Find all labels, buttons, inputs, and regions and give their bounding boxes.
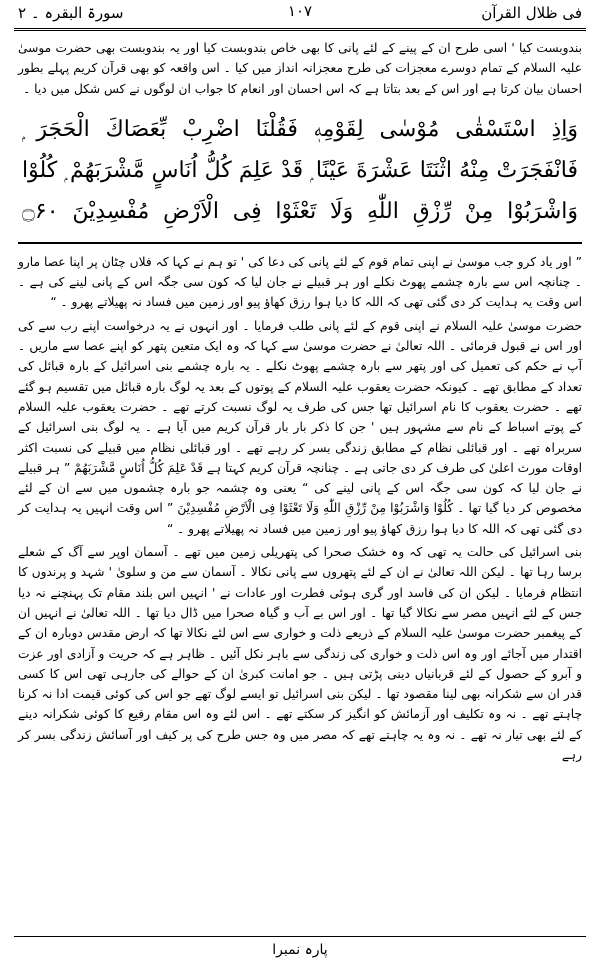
translation-paragraph: ” اور یاد کرو جب موسیٰ نے اپنی تمام قوم کے لئے پانی کی دعا کی ' تو ہم نے کہا کہ فلاں چٹان پر اپنا عصا مارو ۔ چنانچہ اس سے بارہ چشمے پھوٹ نکلے اور ہر قبیلے نے جان لیا کہ کون سی جگہ اس کے پانی لینے کی ہے ۔ اس وقت یہ ہدایت کر دی گئی تھی کہ اللہ کا دیا ہوا رزق کھاؤ پیو اور زمین میں فساد نہ پھیلاتے پھرو ۔ “ — [18, 254, 582, 310]
header-divider — [14, 28, 586, 31]
surah-name: سورۃ البقرہ ۔ ۲ — [18, 4, 124, 22]
page-header — [0, 0, 600, 30]
page-body — [18, 38, 582, 768]
footer-divider — [14, 936, 586, 937]
quran-verse-block — [18, 103, 582, 244]
intro-paragraph: بندوبست کیا ' اسی طرح ان کے پینے کے لئے پانی کا بھی خاص بندوبست کیا اور یہ بندوبست بھی حضرت موسیٰ علیہ السلام کے تمام دوسرے معجزات کی طرح معجزانہ انداز میں کیا ۔ اس واقعہ کو بھی قرآن کریم پہلے بطور احسان بیان کرتا ہے اور اس کے بعد بتاتا ہے کہ اس احسان اور انعام کا جواب ان لوگوں نے کس شکل میں دیا ۔ — [18, 41, 582, 96]
commentary-paragraph: حضرت موسیٰ علیہ السلام نے اپنی قوم کے لئے پانی طلب فرمایا ۔ اور انہوں نے یہ درخواست اپنے رب سے کی اور اس نے قبول فرمائی ۔ اللہ تعالیٰ نے حضرت موسیٰ سے کہا کہ وہ ایک متعین پتھر کو اپنے عصا سے ماریں ۔ آپ نے حکم کی تعمیل کی اور پتھر سے بارہ چشمے پھوٹ نکلے ۔ یہ بارہ چشمے بنی اسرائیل کے بارہ قبائل کی تعداد کے مطابق تھے ۔ کیونکہ حضرت یعقوب علیہ السلام کے پوتوں کے بعد یہ لوگ بارہ قبائل میں تقسیم ہو گئے تھے ۔ حضرت یعقوب کا نام اسرائیل تھا جس کی طرف یہ لوگ نسبت کرتے تھے ۔ حضرت یعقوب علیہ السلام کے پوتے اسباط کے نام سے مشہور ہیں ' جن کا ذکر بار بار قرآن کریم میں آیا ہے ۔ یہ لوگ بنی اسرائیل کے سربراہ تھے ۔ اور قبائلی نظام کے مطابق زندگی بسر کر رہے تھے ۔ اور قبائلی نظام میں قبیلے کی نسبت اکثر اوقات مورث اعلیٰ کی طرف کر دی جاتی ہے ۔ چنانچہ قرآن کریم کہتا ہے قَدْ عَلِمَ كُلُّ اُنَاسٍ مَّشْرَبَهُمْ ” ہر قبیلے نے جان لیا کہ کون سی جگہ اس کے پانی لینے کی “ یعنی وہ چشمہ جو بارہ چشموں میں سے ان کے لئے مخصوص کر دیا گیا تھا ۔ كُلُوْا وَاشْرَبُوْا مِنْ رِّزْقِ اللّٰهِ وَلَا تَعْثَوْا فِی الْاَرْضِ مُفْسِدِيْنَ ” اس وقت انہیں یہ ہدایت کر دی گئی تھی کہ اللہ کا دیا ہوا رزق کھاؤ پیو اور زمین میں فساد نہ پھیلاتے پھرو ۔ “ — [18, 318, 582, 536]
book-title: فی ظلال القرآن — [481, 4, 582, 22]
page-number: ۱۰۷ — [287, 2, 313, 20]
quran-verse: وَاِذِ اسْتَسْقٰی مُوْسٰی لِقَوْمِهٖ فَقُلْنَا اضْرِبْ بِّعَصَاكَ الْحَجَرَ ۭ فَانْفَجَرَتْ مِنْهُ اثْنَتَا عَشْرَةَ عَيْنًا ۭ قَدْ عَلِمَ كُلُّ اُنَاسٍ مَّشْرَبَهُمْ ۭ كُلُوْا وَاشْرَبُوْا مِنْ رِّزْقِ اللّٰهِ وَلَا تَعْثَوْا فِی الْاَرْضِ مُفْسِدِيْنَ ۝۶۰ — [22, 116, 578, 224]
commentary-paragraph: بنی اسرائیل کی حالت یہ تھی کہ وہ خشک صحرا کی پتھریلی زمین میں تھے ۔ آسمان اوپر سے آگ کے شعلے برسا رہا تھا ۔ لیکن اللہ تعالیٰ نے ان کے لئے پتھروں سے پانی نکالا ۔ آسمان سے من و سلویٰ ' شہد و پرندوں کا انتظام فرمایا ۔ لیکن ان کی فاسد اور گری ہوئی فطرت اور عادات نے ' انہیں اس بلند مقام تک پہنچنے نہ دیا جس کے لئے انہیں مصر سے نکالا گیا تھا ۔ اور اس بے آب و گیاہ صحرا میں ڈال دیا تھا ۔ اللہ تعالیٰ نے انہیں ان کے پیغمبر حضرت موسیٰ علیہ السلام کے ذریعے ذلت و خواری سے اس لئے نکالا تھا کہ ارض مقدس دوبارہ ان کے اقتدار میں آجائے اور وہ اس ذلت و خواری کی زندگی سے باہر نکل آئیں ۔ ظاہر ہے کہ حریت و آزادی اور عزت و آبرو کے حصول کے لئے قربانیاں دینی پڑتی ہیں ۔ جو امانت کبریٰ ان کے حوالے کی جارہی تھی اس کا کسی قدر ان سے شکرانہ بھی لینا مقصود تھا ۔ لیکن بنی اسرائیل تو ایسے لوگ تھے جو اس کی کوئی قیمت ادا نہ کرنا چاہتے تھے ۔ نہ وہ تکلیف اور آزمائش کو انگیز کر سکتے تھے ۔ اس لئے وہ اس مقام رفیع کا کوئی شکرانہ دینے کے لئے بھی تیار نہ تھے ۔ نہ وہ یہ چاہتے تھے کہ مصر میں وہ جس طرح کی پر کیف اور آسائش زندگی بسر کر رہے — [18, 545, 582, 763]
para-label: پارہ نمبرا — [272, 942, 328, 958]
